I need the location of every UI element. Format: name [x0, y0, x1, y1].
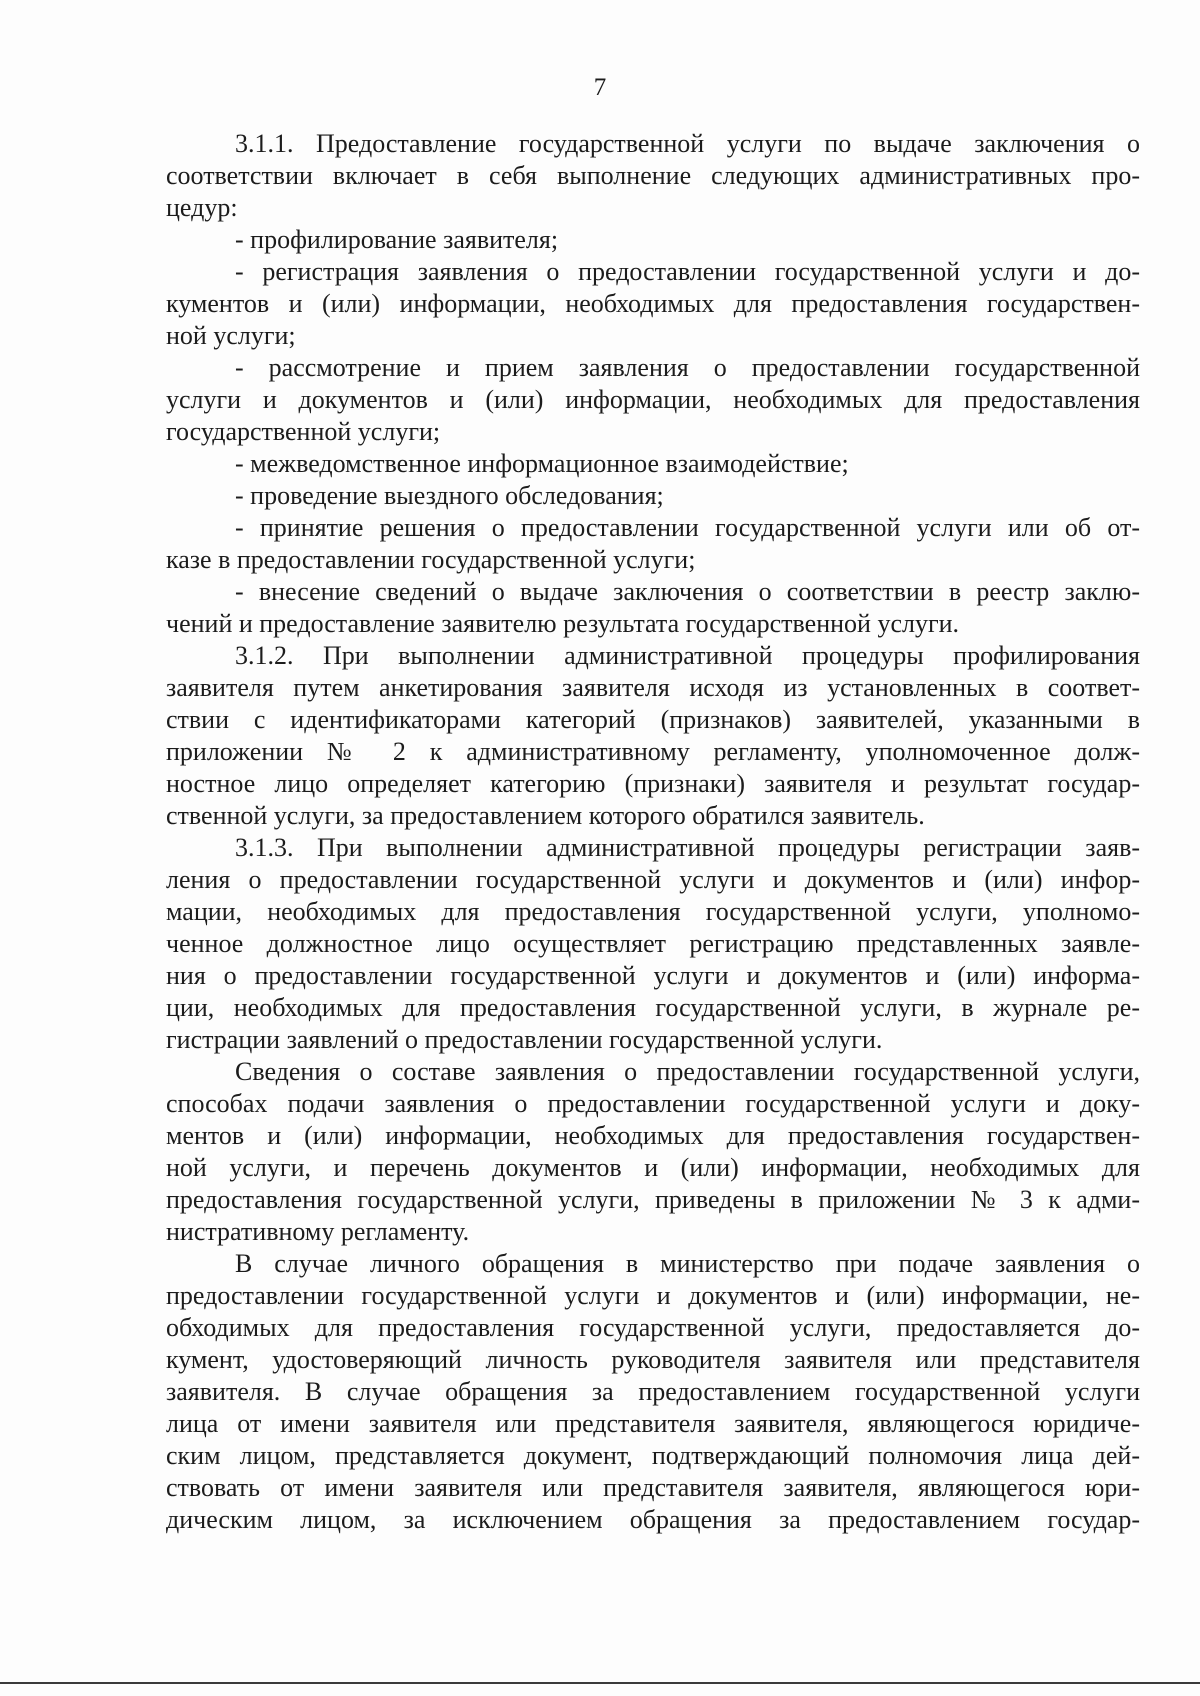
text-line: приложении № 2 к административному регламенту, уполномоченное долж-: [166, 737, 1140, 766]
text-line: 3.1.2. При выполнении административной процедуры профилирования: [235, 641, 1140, 670]
document-body: [166, 128, 1140, 1536]
text-line: 3.1.1. Предоставление государственной услуги по выдаче заключения о: [235, 129, 1140, 158]
text-line: - профилирование заявителя;: [235, 225, 559, 254]
text-line: - проведение выездного обследования;: [235, 481, 664, 510]
text-line: предоставлении государственной услуги и документов и (или) информации, не-: [166, 1281, 1140, 1310]
text-line: чений и предоставление заявителю результата государственной услуги.: [166, 609, 960, 638]
text-line: 3.1.3. При выполнении административной процедуры регистрации заяв-: [235, 833, 1140, 862]
text-line: ственной услуги, за предоставлением которого обратился заявитель.: [166, 801, 925, 830]
text-line: - регистрация заявления о предоставлении государственной услуги и до-: [235, 257, 1140, 286]
text-line: Сведения о составе заявления о предоставлении государственной услуги,: [235, 1057, 1140, 1086]
text-line: мации, необходимых для предоставления государственной услуги, уполномо-: [166, 897, 1140, 926]
text-line: заявителя. В случае обращения за предоставлением государственной услуги: [166, 1377, 1140, 1406]
text-line: ной услуги, и перечень документов и (или) информации, необходимых для: [166, 1153, 1140, 1182]
text-line: кумент, удостоверяющий личность руководителя заявителя или представителя: [166, 1345, 1140, 1374]
text-line: кументов и (или) информации, необходимых для предоставления государствен-: [166, 289, 1140, 318]
text-line: казе в предоставлении государственной услуги;: [166, 545, 696, 574]
text-line: ским лицом, представляется документ, подтверждающий полномочия лица дей-: [166, 1441, 1140, 1470]
scan-edge-line: [0, 1682, 1200, 1684]
text-line: ностное лицо определяет категорию (признаки) заявителя и результат государ-: [166, 769, 1140, 798]
text-line: предоставления государственной услуги, приведены в приложении № 3 к адми-: [166, 1185, 1140, 1214]
text-line: цедур:: [166, 193, 238, 222]
text-line: ния о предоставлении государственной услуги и документов и (или) информа-: [166, 961, 1140, 990]
text-line: лица от имени заявителя или представителя заявителя, являющегося юридиче-: [166, 1409, 1140, 1438]
text-line: - рассмотрение и прием заявления о предоставлении государственной: [235, 353, 1140, 382]
text-line: дическим лицом, за исключением обращения за предоставлением государ-: [166, 1505, 1140, 1534]
text-line: обходимых для предоставления государственной услуги, предоставляется до-: [166, 1313, 1140, 1342]
text-line: ции, необходимых для предоставления государственной услуги, в журнале ре-: [166, 993, 1140, 1022]
text-line: - принятие решения о предоставлении государственной услуги или об от-: [235, 513, 1140, 542]
text-line: услуги и документов и (или) информации, необходимых для предоставления: [166, 385, 1140, 414]
text-line: нистративному регламенту.: [166, 1217, 470, 1246]
text-line: - межведомственное информационное взаимодействие;: [235, 449, 849, 478]
text-line: ной услуги;: [166, 321, 296, 350]
text-line: заявителя путем анкетирования заявителя исходя из установленных в соответ-: [166, 673, 1140, 702]
text-line: ствовать от имени заявителя или представителя заявителя, являющегося юри-: [166, 1473, 1140, 1502]
text-line: способах подачи заявления о предоставлении государственной услуги и доку-: [166, 1089, 1140, 1118]
text-line: ления о предоставлении государственной услуги и документов и (или) инфор-: [166, 865, 1140, 894]
text-line: государственной услуги;: [166, 417, 441, 446]
page-number: 7: [593, 74, 607, 101]
text-line: ментов и (или) информации, необходимых для предоставления государствен-: [166, 1121, 1140, 1150]
text-line: соответствии включает в себя выполнение следующих административных про-: [166, 161, 1140, 190]
text-line: В случае личного обращения в министерство при подаче заявления о: [235, 1249, 1140, 1278]
text-line: ствии с идентификаторами категорий (признаков) заявителей, указанными в: [166, 705, 1140, 734]
text-line: ченное должностное лицо осуществляет регистрацию представленных заявле-: [166, 929, 1140, 958]
text-line: - внесение сведений о выдаче заключения о соответствии в реестр заклю-: [235, 577, 1140, 606]
text-line: гистрации заявлений о предоставлении государственной услуги.: [166, 1025, 883, 1054]
